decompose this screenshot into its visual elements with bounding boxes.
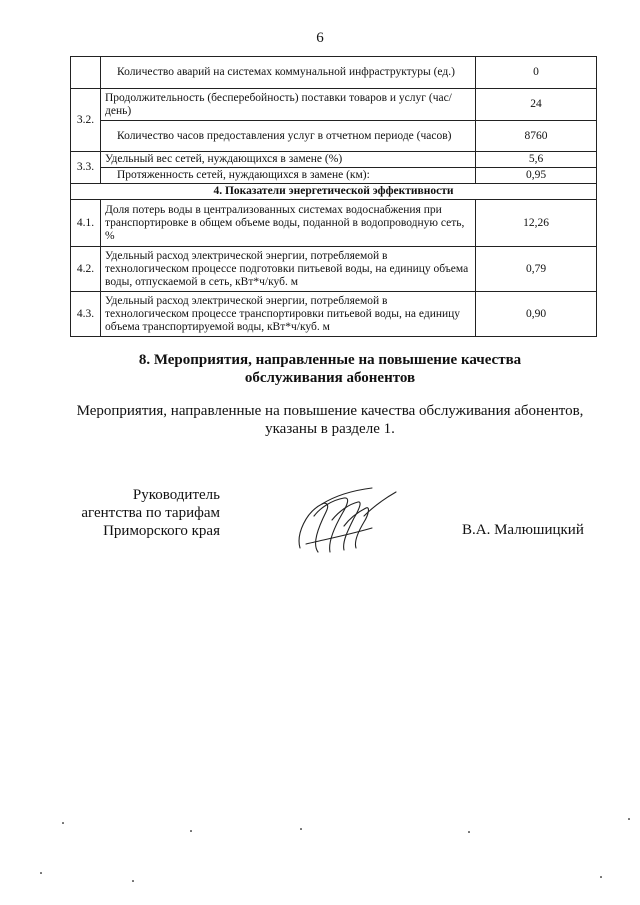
indicator-description: Удельный расход электрической энергии, потребляемой в технологическом процессе транспортировки питьевой воды, на единицу объема транспортируемой воды, кВт*ч/куб. м bbox=[101, 292, 476, 337]
table-row bbox=[71, 292, 597, 337]
indicator-description: Количество аварий на системах коммунальной инфраструктуры (ед.) bbox=[101, 57, 476, 89]
signatory-position bbox=[70, 486, 220, 540]
indicator-value: 0,95 bbox=[476, 168, 597, 184]
scan-speck bbox=[190, 830, 192, 832]
table-row bbox=[71, 200, 597, 247]
table-row bbox=[71, 121, 597, 152]
table-row bbox=[71, 247, 597, 292]
row-number: 4.3. bbox=[71, 292, 101, 337]
position-line: Руководитель bbox=[132, 487, 220, 503]
row-number: 4.2. bbox=[71, 247, 101, 292]
indicator-value: 0,79 bbox=[476, 247, 597, 292]
indicator-value: 24 bbox=[476, 89, 597, 121]
row-number: 3.2. bbox=[71, 89, 101, 152]
scan-speck bbox=[40, 872, 42, 874]
table-row bbox=[71, 152, 597, 168]
indicator-description: Количество часов предоставления услуг в отчетном периоде (часов) bbox=[101, 121, 476, 152]
position-line: Приморского края bbox=[103, 523, 220, 539]
table-row bbox=[71, 89, 597, 121]
signatory-name: В.А. Малюшицкий bbox=[462, 522, 584, 538]
indicators-table bbox=[70, 56, 597, 337]
page-number: 6 bbox=[316, 30, 324, 46]
scan-speck bbox=[62, 822, 64, 824]
indicator-description: Продолжительность (бесперебойность) поставки товаров и услуг (час/день) bbox=[101, 89, 476, 121]
section-8-text: Мероприятия, направленные на повышение качества обслуживания абонентов, указаны в разделе 1. bbox=[76, 403, 584, 437]
table-row bbox=[71, 168, 597, 184]
row-number: 3.3. bbox=[71, 152, 101, 184]
scan-speck bbox=[132, 880, 134, 882]
row-number bbox=[71, 57, 101, 89]
indicator-value: 5,6 bbox=[476, 152, 597, 168]
indicator-description: Доля потерь воды в централизованных системах водоснабжения при транспортировке в общем объеме воды, поданной в водопроводную сеть, % bbox=[101, 200, 476, 247]
indicator-value: 8760 bbox=[476, 121, 597, 152]
table-row bbox=[71, 57, 597, 89]
section-8-title: 8. Мероприятия, направленные на повышение качества обслуживания абонентов bbox=[138, 352, 522, 386]
section-row bbox=[71, 184, 597, 200]
scan-speck bbox=[300, 828, 302, 830]
indicator-value: 0 bbox=[476, 57, 597, 89]
indicator-description: Удельный вес сетей, нуждающихся в замене (%) bbox=[101, 152, 476, 168]
row-number: 4.1. bbox=[71, 200, 101, 247]
scan-speck bbox=[468, 831, 470, 833]
scan-speck bbox=[628, 818, 630, 820]
indicator-value: 0,90 bbox=[476, 292, 597, 337]
indicator-description: Удельный расход электрической энергии, потребляемой в технологическом процессе подготовки питьевой воды, на единицу объема воды, отпускаемой в сеть, кВт*ч/куб. м bbox=[101, 247, 476, 292]
indicator-description: Протяженность сетей, нуждающихся в замене (км): bbox=[101, 168, 476, 184]
indicator-value: 12,26 bbox=[476, 200, 597, 247]
position-line: агентства по тарифам bbox=[81, 505, 220, 521]
scan-speck bbox=[600, 876, 602, 878]
handwritten-signature bbox=[292, 486, 402, 566]
section-heading: 4. Показатели энергетической эффективности bbox=[71, 184, 597, 200]
